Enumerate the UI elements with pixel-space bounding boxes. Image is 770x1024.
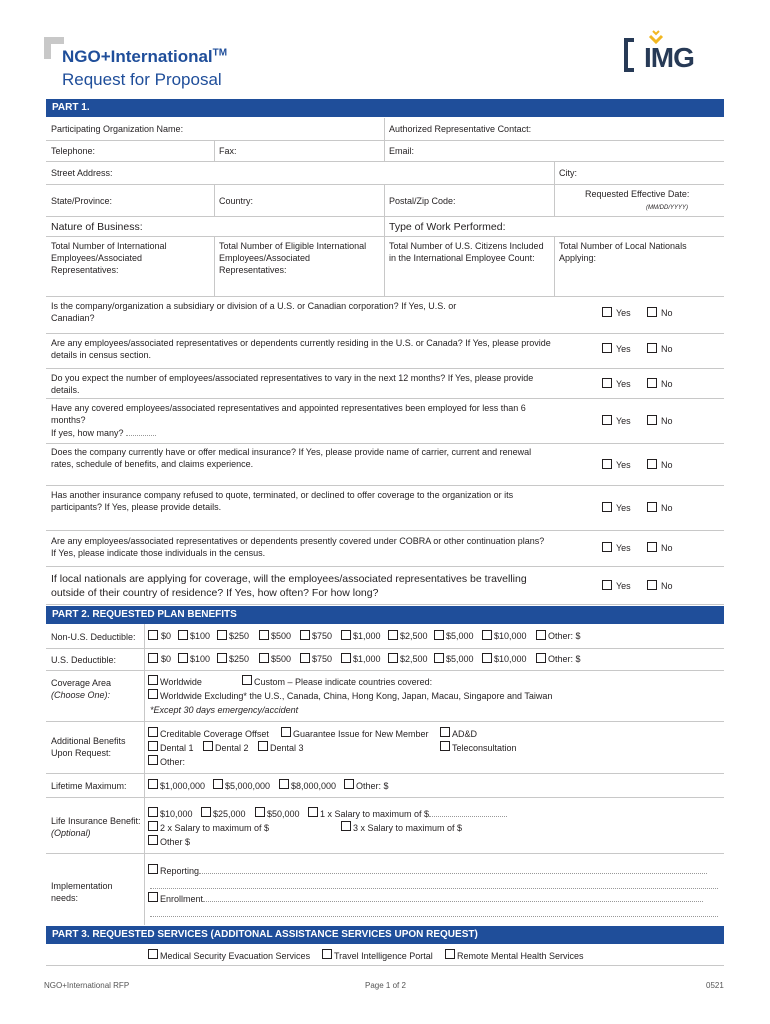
footer-left: NGO+International RFP (44, 981, 130, 990)
question-4: Have any covered employees/associated representatives and appointed representatives been employed for less than 6 months? (51, 403, 526, 425)
lifetime-5m-checkbox[interactable] (213, 779, 223, 789)
life-10k-label: $10,000 (160, 809, 193, 819)
custom-label: Custom – Please indicate countries covered: (254, 677, 433, 687)
total-eligible-label: Total Number of Eligible International Employees/Associated Representatives: (219, 241, 367, 275)
postal-label: Postal/Zip Code: (389, 196, 456, 206)
ded-option-checkbox[interactable] (536, 653, 546, 663)
question-7: Are any employees/associated representatives or dependents presently covered under COBRA or other continuation plans? If Yes, please indicate those individuals in the census. (51, 536, 545, 558)
no-checkbox[interactable] (647, 580, 657, 590)
lifetime-8m-label: $8,000,000 (291, 781, 337, 791)
dental3-checkbox[interactable] (258, 741, 268, 751)
no-checkbox[interactable] (647, 378, 657, 388)
evacuation-label: Medical Security Evacuation Services (160, 951, 311, 961)
street-label: Street Address: (51, 168, 113, 178)
nature-label: Nature of Business: (51, 221, 143, 233)
telephone-label: Telephone: (51, 146, 96, 156)
no-checkbox[interactable] (647, 307, 657, 317)
addl-other-label: Other: (160, 757, 186, 767)
add-checkbox[interactable] (440, 727, 450, 737)
fax-label: Fax: (219, 146, 237, 156)
creditable-checkbox[interactable] (148, 727, 158, 737)
email-label: Email: (389, 146, 415, 156)
date-format: (MM/DD/YYYY) (646, 205, 688, 211)
life-25k-checkbox[interactable] (201, 807, 211, 817)
ded-option-checkbox[interactable] (217, 653, 227, 663)
reporting-line-2 (150, 888, 718, 889)
lifetime-other-label: Other: $ (356, 781, 389, 791)
dental2-checkbox[interactable] (203, 741, 213, 751)
enrollment-checkbox[interactable] (148, 892, 158, 902)
lifetime-8m-checkbox[interactable] (279, 779, 289, 789)
enrollment-line-2 (150, 916, 718, 917)
life-insurance-label: Life Insurance Benefit: (Optional) (51, 816, 141, 838)
lifetime-1m-checkbox[interactable] (148, 779, 158, 789)
yes-checkbox[interactable] (602, 459, 612, 469)
ded-option-checkbox[interactable] (178, 653, 188, 663)
part2-band: PART 2. REQUESTED PLAN BENEFITS (46, 606, 724, 624)
guarantee-checkbox[interactable] (281, 727, 291, 737)
ded-option-checkbox[interactable] (482, 630, 492, 640)
dental3-label: Dental 3 (270, 743, 304, 753)
rep-contact-label: Authorized Representative Contact: (389, 124, 532, 134)
ded-option-checkbox[interactable] (178, 630, 188, 640)
footer-code: 0521 (706, 981, 724, 990)
life-1x-checkbox[interactable] (308, 807, 318, 817)
mental-health-label: Remote Mental Health Services (457, 951, 584, 961)
question-6: Has another insurance company refused to quote, terminated, or declined to offer coverage to the organization or its participants? If Yes, please provide details. (51, 490, 514, 512)
doc-subtitle: Request for Proposal (62, 70, 222, 89)
ded-option-checkbox[interactable] (300, 630, 310, 640)
reporting-checkbox[interactable] (148, 864, 158, 874)
lifetime-label: Lifetime Maximum: (51, 781, 127, 791)
total-us-label: Total Number of U.S. Citizens Included in the International Employee Count: (389, 241, 544, 263)
life-2x-checkbox[interactable] (148, 821, 158, 831)
worldwide-excluding-checkbox[interactable] (148, 689, 158, 699)
life-2x-label: 2 x Salary to maximum of $ (160, 823, 270, 833)
reporting-label: Reporting (160, 866, 707, 876)
ded-option-checkbox[interactable] (259, 630, 269, 640)
yes-checkbox[interactable] (602, 307, 612, 317)
footer-page: Page 1 of 2 (365, 981, 406, 990)
ded-option-checkbox[interactable] (217, 630, 227, 640)
ded-option-checkbox[interactable] (341, 653, 351, 663)
yes-checkbox[interactable] (602, 343, 612, 353)
how-many-label: If yes, how many? (51, 428, 156, 438)
creditable-label: Creditable Coverage Offset (160, 729, 269, 739)
total-local-label: Total Number of Local Nationals Applying: (559, 241, 687, 263)
guarantee-label: Guarantee Issue for New Member (293, 729, 429, 739)
yes-checkbox[interactable] (602, 378, 612, 388)
org-name-label: Participating Organization Name: (51, 124, 184, 134)
city-label: City: (559, 168, 577, 178)
travel-intel-label: Travel Intelligence Portal (334, 951, 433, 961)
life-10k-checkbox[interactable] (148, 807, 158, 817)
us-deductible-label: U.S. Deductible: (51, 655, 117, 665)
question-8: If local nationals are applying for coverage, will the employees/associated representatives be travelling outside of their country of residence? If Yes, how often? For how long? (51, 573, 527, 599)
life-50k-checkbox[interactable] (255, 807, 265, 817)
addl-benefits-label: Additional Benefits Upon Request: (51, 736, 126, 758)
ded-option-checkbox[interactable] (148, 630, 158, 640)
tele-label: Teleconsultation (452, 743, 517, 753)
question-1: Is the company/organization a subsidiary or division of a U.S. or Canadian corporation? If Yes, U.S. or Canadian? (51, 301, 457, 323)
yes-checkbox[interactable] (602, 415, 612, 425)
country-label: Country: (219, 196, 254, 206)
ded-option-checkbox[interactable] (388, 653, 398, 663)
dental1-label: Dental 1 (160, 743, 194, 753)
mental-health-checkbox[interactable] (445, 949, 455, 959)
life-50k-label: $50,000 (267, 809, 300, 819)
no-checkbox[interactable] (647, 542, 657, 552)
evacuation-checkbox[interactable] (148, 949, 158, 959)
part3-band: PART 3. REQUESTED SERVICES (ADDITONAL ASSISTANCE SERVICES UPON REQUEST) (46, 926, 724, 944)
addl-other-checkbox[interactable] (148, 755, 158, 765)
ded-option-checkbox[interactable] (536, 630, 546, 640)
add-label: AD&D (452, 729, 478, 739)
lifetime-1m-label: $1,000,000 (160, 781, 206, 791)
yes-checkbox[interactable] (602, 580, 612, 590)
implementation-label: Implementation needs: (51, 881, 113, 903)
ded-option-checkbox[interactable] (482, 653, 492, 663)
coverage-label: Coverage Area (51, 678, 112, 688)
coverage-sub: (Choose One): (51, 690, 111, 700)
yes-checkbox[interactable] (602, 502, 612, 512)
question-5: Does the company currently have or offer medical insurance? If Yes, please provide name of carrier, current and renewal rates, schedule of benefits, and claims experience. (51, 447, 532, 469)
life-other-label: Other $ (160, 837, 191, 847)
ded-option-checkbox[interactable] (434, 630, 444, 640)
life-1x-label: 1 x Salary to maximum of $ (320, 809, 507, 819)
no-checkbox[interactable] (647, 502, 657, 512)
question-3: Do you expect the number of employees/associated representatives to vary in the next 12 months? If Yes, please provide details. (51, 373, 534, 395)
corner-bracket-top (44, 37, 64, 44)
tele-checkbox[interactable] (440, 741, 450, 751)
ded-option-checkbox[interactable] (148, 653, 158, 663)
coverage-note: *Except 30 days emergency/accident (150, 705, 299, 715)
ded-option-checkbox[interactable] (259, 653, 269, 663)
travel-intel-checkbox[interactable] (322, 949, 332, 959)
ded-option-checkbox[interactable] (388, 630, 398, 640)
worldwide-checkbox[interactable] (148, 675, 158, 685)
life-other-checkbox[interactable] (148, 835, 158, 845)
part1-band: PART 1. (46, 99, 724, 117)
no-checkbox[interactable] (647, 343, 657, 353)
worldwide-excluding-label: Worldwide Excluding* the U.S., Canada, China, Hong Kong, Japan, Macau, Singapore and Taiwan (160, 691, 553, 701)
doc-title: NGO+International™ (62, 47, 228, 66)
lifetime-5m-label: $5,000,000 (225, 781, 271, 791)
no-checkbox[interactable] (647, 459, 657, 469)
no-checkbox[interactable] (647, 415, 657, 425)
enrollment-label: Enrollment (160, 894, 703, 904)
logo-text: IMG (644, 42, 694, 73)
dental2-label: Dental 2 (215, 743, 249, 753)
state-label: State/Province: (51, 196, 113, 206)
life-25k-label: $25,000 (213, 809, 246, 819)
ded-option-checkbox[interactable] (341, 630, 351, 640)
ded-option-checkbox[interactable] (434, 653, 444, 663)
img-logo (622, 30, 732, 76)
life-3x-label: 3 x Salary to maximum of $ (353, 823, 463, 833)
lifetime-other-checkbox[interactable] (344, 779, 354, 789)
dental1-checkbox[interactable] (148, 741, 158, 751)
yes-checkbox[interactable] (602, 542, 612, 552)
ded-option-checkbox[interactable] (300, 653, 310, 663)
work-type-label: Type of Work Performed: (389, 221, 506, 233)
life-3x-checkbox[interactable] (341, 821, 351, 831)
question-2: Are any employees/associated representatives or dependents currently residing in the U.S. or Canada? If Yes, please provide details in census section. (51, 338, 551, 360)
effective-date-label: Requested Effective Date: (585, 189, 690, 199)
worldwide-label: Worldwide (160, 677, 202, 687)
custom-checkbox[interactable] (242, 675, 252, 685)
nonus-deductible-label: Non-U.S. Deductible: (51, 632, 136, 642)
total-intl-label: Total Number of International Employees/Associated Representatives: (51, 241, 167, 275)
